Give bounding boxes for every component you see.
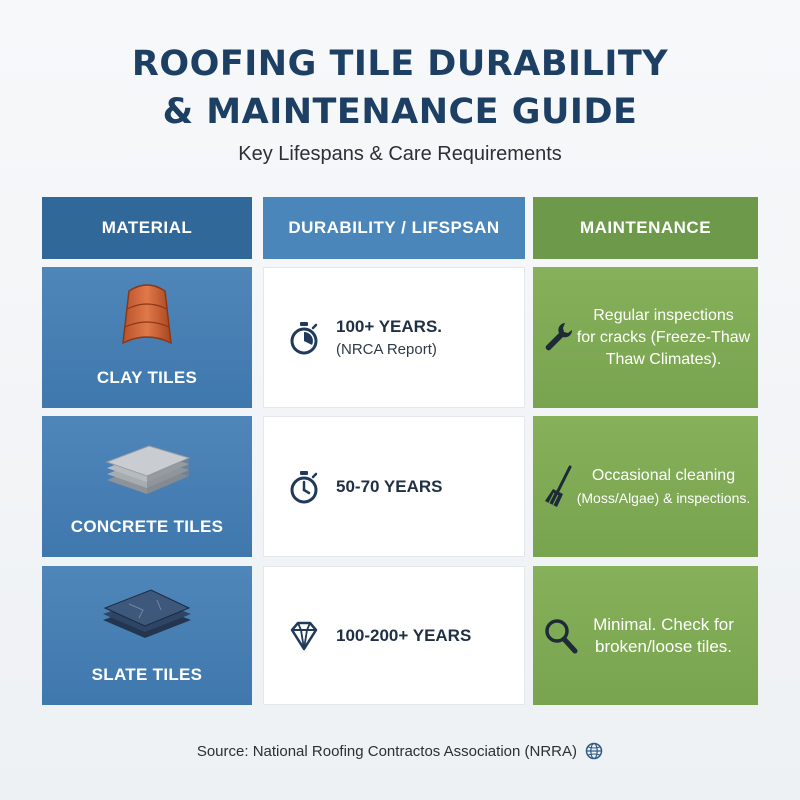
title-line-1: ROOFING TILE DURABILITY (131, 44, 669, 84)
material-cell-concrete (42, 416, 252, 557)
globe-icon (585, 742, 603, 760)
concrete-tile-icon (99, 430, 195, 500)
slate-tile-icon (99, 580, 195, 646)
maintenance-cell-slate (533, 566, 758, 705)
maintenance-line: (Moss/Algae) & inspections. (576, 489, 751, 506)
durability-cell-concrete (263, 416, 525, 557)
material-label: CONCRETE TILES (70, 517, 224, 536)
maintenance-line: Regular inspections (593, 306, 734, 324)
maintenance-line: for cracks (Freeze-Thaw (576, 328, 751, 346)
durability-cell-slate (263, 566, 525, 705)
stopwatch-icon (286, 469, 322, 505)
maintenance-line: broken/loose tiles. (594, 636, 733, 656)
stopwatch-icon (286, 320, 322, 356)
material-cell-slate (42, 566, 252, 705)
diamond-icon (286, 618, 322, 654)
lifespan-value: 50-70 YEARS (336, 476, 443, 496)
wrench-icon (543, 321, 573, 355)
lifespan-value: 100+ YEARS. (336, 317, 443, 336)
material-label: SLATE TILES (91, 665, 203, 684)
material-label: CLAY TILES (96, 368, 198, 387)
maintenance-cell-clay (533, 267, 758, 408)
material-cell-clay (42, 267, 252, 408)
maintenance-line: Thaw Climates). (605, 350, 722, 368)
title-line-2: & MAINTENANCE GUIDE (162, 92, 638, 132)
lifespan-note: (NRCA Report) (336, 341, 437, 358)
header-maintenance: MAINTENANCE (533, 197, 758, 259)
header-material: MATERIAL (42, 197, 252, 259)
maintenance-cell-concrete (533, 416, 758, 557)
page-subtitle: Key Lifespans & Care Requirements (238, 143, 562, 165)
durability-cell-clay (263, 267, 525, 408)
source-text: Source: National Roofing Contractos Association (NRRA) (196, 743, 577, 760)
maintenance-line: Minimal. Check for (593, 614, 734, 634)
maintenance-line: Occasional cleaning (591, 466, 736, 484)
clay-tile-icon (117, 281, 177, 351)
lifespan-value: 100-200+ YEARS (336, 625, 472, 645)
page-title (0, 40, 800, 136)
header-durability: DURABILITY / LIFSPSAN (263, 197, 525, 259)
broom-icon (543, 465, 573, 509)
source-citation (0, 742, 800, 760)
